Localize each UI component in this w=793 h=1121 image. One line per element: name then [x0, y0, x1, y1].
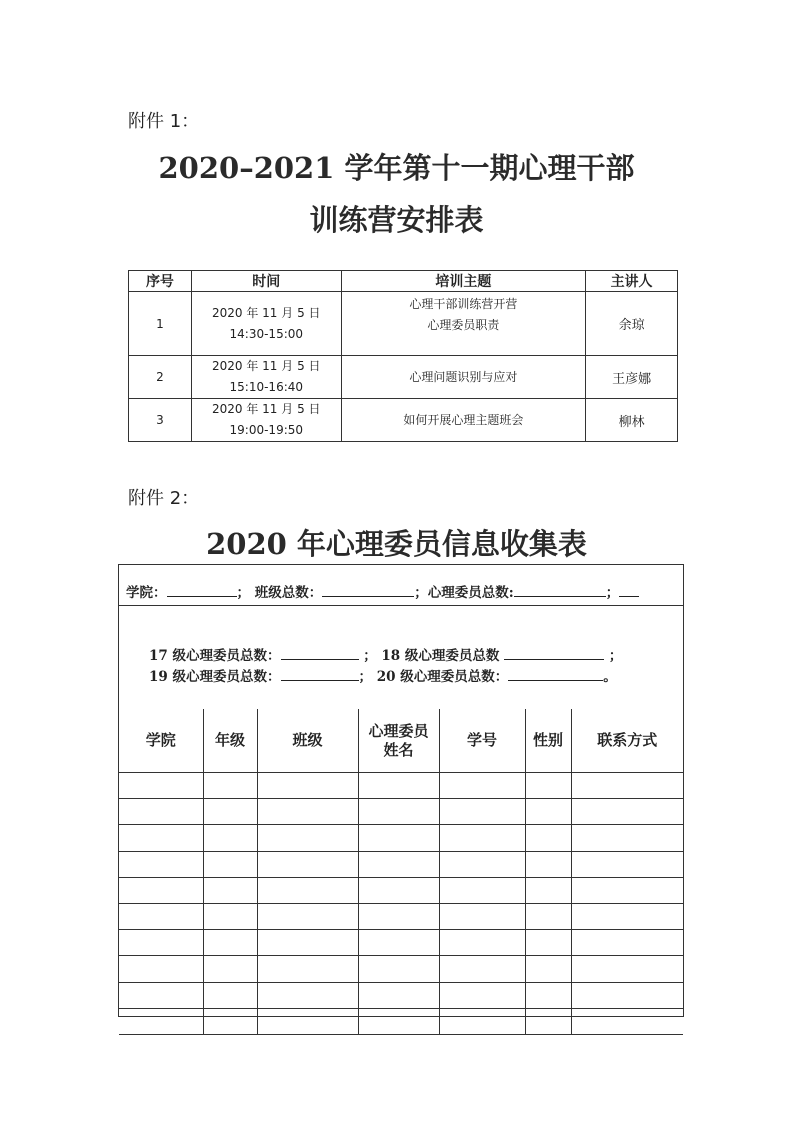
blank-cell[interactable]	[203, 903, 257, 929]
blank-cell[interactable]	[439, 799, 525, 825]
blank-cell[interactable]	[358, 799, 439, 825]
grade19-label: 19 级心理委员总数：	[149, 669, 281, 685]
separator: ；	[605, 585, 620, 601]
header-topic: 培训主题	[341, 271, 586, 292]
blank-cell[interactable]	[358, 903, 439, 929]
blank-cell[interactable]	[571, 825, 683, 851]
blank-row	[119, 930, 683, 956]
row-topic-line2: 心理委员职责	[427, 318, 500, 332]
class-total-blank[interactable]	[322, 584, 414, 597]
schedule-table	[128, 270, 678, 442]
attachment-2-label: 附件 2：	[128, 488, 200, 509]
blank-cell[interactable]	[525, 851, 571, 877]
committee-info-table	[119, 709, 683, 1035]
blank-cell[interactable]	[358, 982, 439, 1008]
grade17-label: 17 级心理委员总数：	[149, 648, 281, 664]
blank-cell[interactable]	[571, 930, 683, 956]
blank-row	[119, 825, 683, 851]
blank-cell[interactable]	[257, 930, 358, 956]
blank-cell[interactable]	[119, 825, 203, 851]
row-date: 2020 年 11 月 5 日	[212, 305, 321, 320]
trailing-blank	[619, 584, 639, 597]
row-time-range: 19:00-19:50	[229, 423, 304, 437]
blank-cell[interactable]	[119, 877, 203, 903]
blank-cell[interactable]	[257, 956, 358, 982]
row-topic: 心理问题识别与应对	[341, 356, 586, 399]
blank-cell[interactable]	[257, 877, 358, 903]
blank-cell[interactable]	[571, 851, 683, 877]
blank-cell[interactable]	[257, 799, 358, 825]
blank-cell[interactable]	[439, 851, 525, 877]
blank-cell[interactable]	[358, 930, 439, 956]
blank-cell[interactable]	[119, 903, 203, 929]
header-college: 学院	[119, 709, 203, 773]
blank-cell[interactable]	[525, 825, 571, 851]
blank-cell[interactable]	[571, 903, 683, 929]
blank-cell[interactable]	[571, 799, 683, 825]
blank-cell[interactable]	[525, 982, 571, 1008]
row-speaker: 余琼	[586, 292, 678, 356]
header-committee-line1: 心理委员	[368, 721, 429, 740]
committee-total-label: 心理委员总数:	[427, 585, 514, 601]
committee-total-blank[interactable]	[514, 584, 606, 597]
blank-row	[119, 851, 683, 877]
header-no: 序号	[129, 271, 192, 292]
grade18-label: 18 级心理委员总数	[381, 648, 500, 664]
blank-cell[interactable]	[571, 773, 683, 799]
blank-row	[119, 903, 683, 929]
row-topic: 如何开展心理主题班会	[341, 399, 586, 442]
blank-cell[interactable]	[571, 877, 683, 903]
row-date: 2020 年 11 月 5 日	[212, 402, 321, 416]
blank-cell[interactable]	[203, 930, 257, 956]
blank-cell[interactable]	[257, 825, 358, 851]
blank-cell[interactable]	[203, 825, 257, 851]
blank-cell[interactable]	[203, 956, 257, 982]
blank-cell[interactable]	[119, 773, 203, 799]
blank-cell[interactable]	[525, 956, 571, 982]
blank-cell[interactable]	[358, 1008, 439, 1034]
blank-cell[interactable]	[119, 851, 203, 877]
blank-cell[interactable]	[525, 799, 571, 825]
blank-cell[interactable]	[571, 1008, 683, 1034]
header-contact: 联系方式	[571, 709, 683, 773]
blank-cell[interactable]	[439, 903, 525, 929]
blank-row	[119, 956, 683, 982]
grade18-blank[interactable]	[504, 647, 604, 660]
header-time: 时间	[191, 271, 341, 292]
blank-cell[interactable]	[203, 851, 257, 877]
schedule-title-line2: 训练营安排表	[309, 203, 484, 237]
blank-cell[interactable]	[525, 903, 571, 929]
blank-cell[interactable]	[203, 1008, 257, 1034]
blank-cell[interactable]	[439, 930, 525, 956]
header-speaker: 主讲人	[586, 271, 678, 292]
row-date: 2020 年 11 月 5 日	[212, 359, 321, 373]
row-time	[191, 356, 341, 399]
separator: ；	[414, 585, 428, 601]
blank-cell[interactable]	[358, 825, 439, 851]
blank-row	[119, 877, 683, 903]
blank-cell[interactable]	[119, 1008, 203, 1034]
grade20-blank[interactable]	[508, 668, 603, 681]
blank-cell[interactable]	[257, 903, 358, 929]
blank-cell[interactable]	[358, 956, 439, 982]
blank-cell[interactable]	[203, 877, 257, 903]
blank-row	[119, 773, 683, 799]
blank-cell[interactable]	[525, 877, 571, 903]
blank-cell[interactable]	[358, 851, 439, 877]
grade17-blank[interactable]	[281, 647, 359, 660]
blank-cell[interactable]	[257, 851, 358, 877]
row-speaker: 柳林	[586, 399, 678, 442]
header-class: 班级	[257, 709, 358, 773]
row-no: 3	[129, 399, 192, 442]
grade19-blank[interactable]	[281, 668, 359, 681]
schedule-row	[129, 399, 678, 442]
blank-cell[interactable]	[358, 877, 439, 903]
blank-cell[interactable]	[571, 956, 683, 982]
separator: ；	[363, 648, 377, 664]
blank-cell[interactable]	[439, 825, 525, 851]
form-summary-line1	[126, 581, 639, 601]
blank-row	[119, 1008, 683, 1034]
class-total-label: 班级总数：	[254, 585, 323, 601]
row-time-range: 14:30-15:00	[229, 326, 304, 341]
schedule-title-line1: 2020–2021 学年第十一期心理干部	[158, 151, 635, 185]
grade20-label: 20 级心理委员总数：	[376, 669, 509, 685]
blank-cell[interactable]	[525, 1008, 571, 1034]
info-header-row	[119, 709, 683, 773]
row-topic	[341, 292, 586, 356]
blank-cell[interactable]	[257, 773, 358, 799]
row-time	[191, 399, 341, 442]
header-student-id: 学号	[439, 709, 525, 773]
period: 。	[603, 669, 617, 685]
blank-row	[119, 799, 683, 825]
row-no: 1	[129, 292, 192, 356]
blank-cell[interactable]	[119, 982, 203, 1008]
blank-cell[interactable]	[257, 982, 358, 1008]
college-blank[interactable]	[167, 584, 237, 597]
blank-cell[interactable]	[119, 799, 203, 825]
blank-cell[interactable]	[439, 1008, 525, 1034]
blank-cell[interactable]	[119, 930, 203, 956]
blank-cell[interactable]	[358, 773, 439, 799]
separator: ；	[358, 669, 372, 685]
row-no: 2	[129, 356, 192, 399]
form-summary-line3	[149, 665, 617, 685]
blank-cell[interactable]	[203, 799, 257, 825]
schedule-row	[129, 356, 678, 399]
header-gender: 性别	[525, 709, 571, 773]
header-committee-name	[358, 709, 439, 773]
header-grade: 年级	[203, 709, 257, 773]
schedule-header-row	[129, 271, 678, 292]
blank-cell[interactable]	[571, 982, 683, 1008]
row-topic-line1: 心理干部训练营开营	[409, 297, 518, 311]
blank-cell[interactable]	[439, 877, 525, 903]
blank-cell[interactable]	[439, 982, 525, 1008]
blank-cell[interactable]	[203, 773, 257, 799]
blank-cell[interactable]	[119, 956, 203, 982]
blank-cell[interactable]	[257, 1008, 358, 1034]
form-summary-line2	[149, 644, 622, 664]
divider	[119, 605, 683, 606]
attachment-1-label: 附件 1：	[128, 111, 200, 132]
separator: ；	[236, 585, 250, 601]
blank-cell[interactable]	[525, 773, 571, 799]
header-committee-line2: 姓名	[383, 740, 414, 759]
row-speaker: 王彦娜	[586, 356, 678, 399]
info-form-title: 2020 年心理委员信息收集表	[206, 527, 587, 561]
row-time-range: 15:10-16:40	[229, 380, 304, 394]
blank-row	[119, 982, 683, 1008]
separator: ；	[608, 648, 623, 664]
college-label: 学院：	[126, 585, 167, 601]
schedule-row	[129, 292, 678, 356]
blank-cell[interactable]	[439, 956, 525, 982]
blank-cell[interactable]	[439, 773, 525, 799]
row-time	[191, 292, 341, 356]
blank-cell[interactable]	[203, 982, 257, 1008]
blank-cell[interactable]	[525, 930, 571, 956]
info-collection-form	[118, 564, 684, 1017]
